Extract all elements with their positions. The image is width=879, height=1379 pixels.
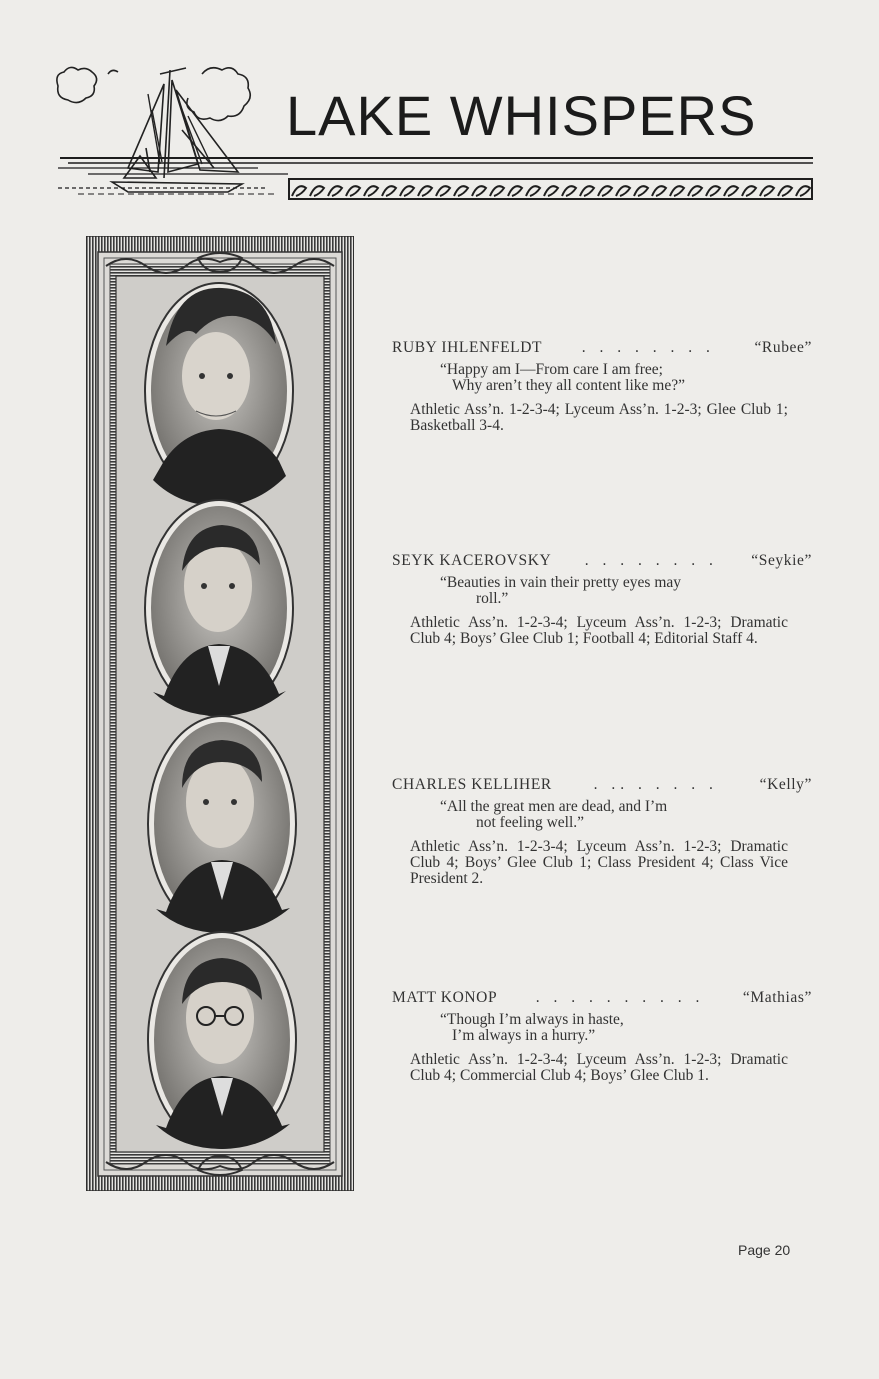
student-entry bbox=[392, 553, 812, 647]
student-nickname: “Mathias” bbox=[742, 989, 812, 1006]
student-name: CHARLES KELLIHER bbox=[392, 776, 552, 793]
student-nickname: “Kelly” bbox=[759, 776, 812, 793]
portrait-matt bbox=[148, 932, 296, 1149]
student-entry bbox=[392, 777, 812, 887]
portrait-charles bbox=[148, 716, 296, 933]
student-activities: Athletic Ass’n. 1-2-3-4; Lyceum Ass’n. 1-2-3; Glee Club 1; Basketball 3-4. bbox=[410, 401, 788, 434]
student-activities: Athletic Ass’n. 1-2-3-4; Lyceum Ass’n. 1-2-3; Dramatic Club 4; Boys’ Glee Club 1; Class President 4; Class Vice President 2. bbox=[410, 838, 788, 887]
student-name: MATT KONOP bbox=[392, 989, 498, 1006]
student-entry bbox=[392, 340, 812, 434]
portrait-seyk bbox=[145, 500, 293, 716]
student-quote: “All the great men are dead, and I’m not feeling well.” bbox=[440, 798, 668, 831]
student-nickname: “Rubee” bbox=[754, 339, 812, 356]
page-number: Page 20 bbox=[738, 1242, 791, 1258]
student-activities: Athletic Ass’n. 1-2-3-4; Lyceum Ass’n. 1-2-3; Dramatic Club 4; Commercial Club 4; Boys’ Glee Club 1. bbox=[410, 1051, 788, 1084]
portrait-panel bbox=[86, 236, 354, 1191]
student-quote: “Happy am I—From care I am free; Why aren’t they all content like me?” bbox=[440, 361, 685, 394]
masthead-title: LAKE WHISPERS bbox=[286, 84, 757, 147]
student-nickname: “Seykie” bbox=[751, 552, 812, 569]
leader-dots: . . . . . . . . bbox=[584, 553, 718, 569]
student-activities: Athletic Ass’n. 1-2-3-4; Lyceum Ass’n. 1-2-3; Dramatic Club 4; Boys’ Glee Club 1; Football 4; Editorial Staff 4. bbox=[410, 614, 788, 647]
student-name: RUBY IHLENFELDT bbox=[392, 339, 543, 356]
leader-dots: . . . . . . . . . . bbox=[535, 990, 705, 1006]
wave-border-rule bbox=[58, 154, 813, 206]
student-entry bbox=[392, 990, 812, 1084]
leader-dots: . .. . . . . . bbox=[593, 777, 718, 793]
student-quote: “Though I’m always in haste, I’m always in a hurry.” bbox=[440, 1011, 624, 1044]
student-name: SEYK KACEROVSKY bbox=[392, 552, 552, 569]
leader-dots: . . . . . . . . bbox=[581, 340, 715, 356]
portrait-ruby bbox=[145, 283, 293, 506]
student-quote: “Beauties in vain their pretty eyes may roll.” bbox=[440, 574, 682, 607]
